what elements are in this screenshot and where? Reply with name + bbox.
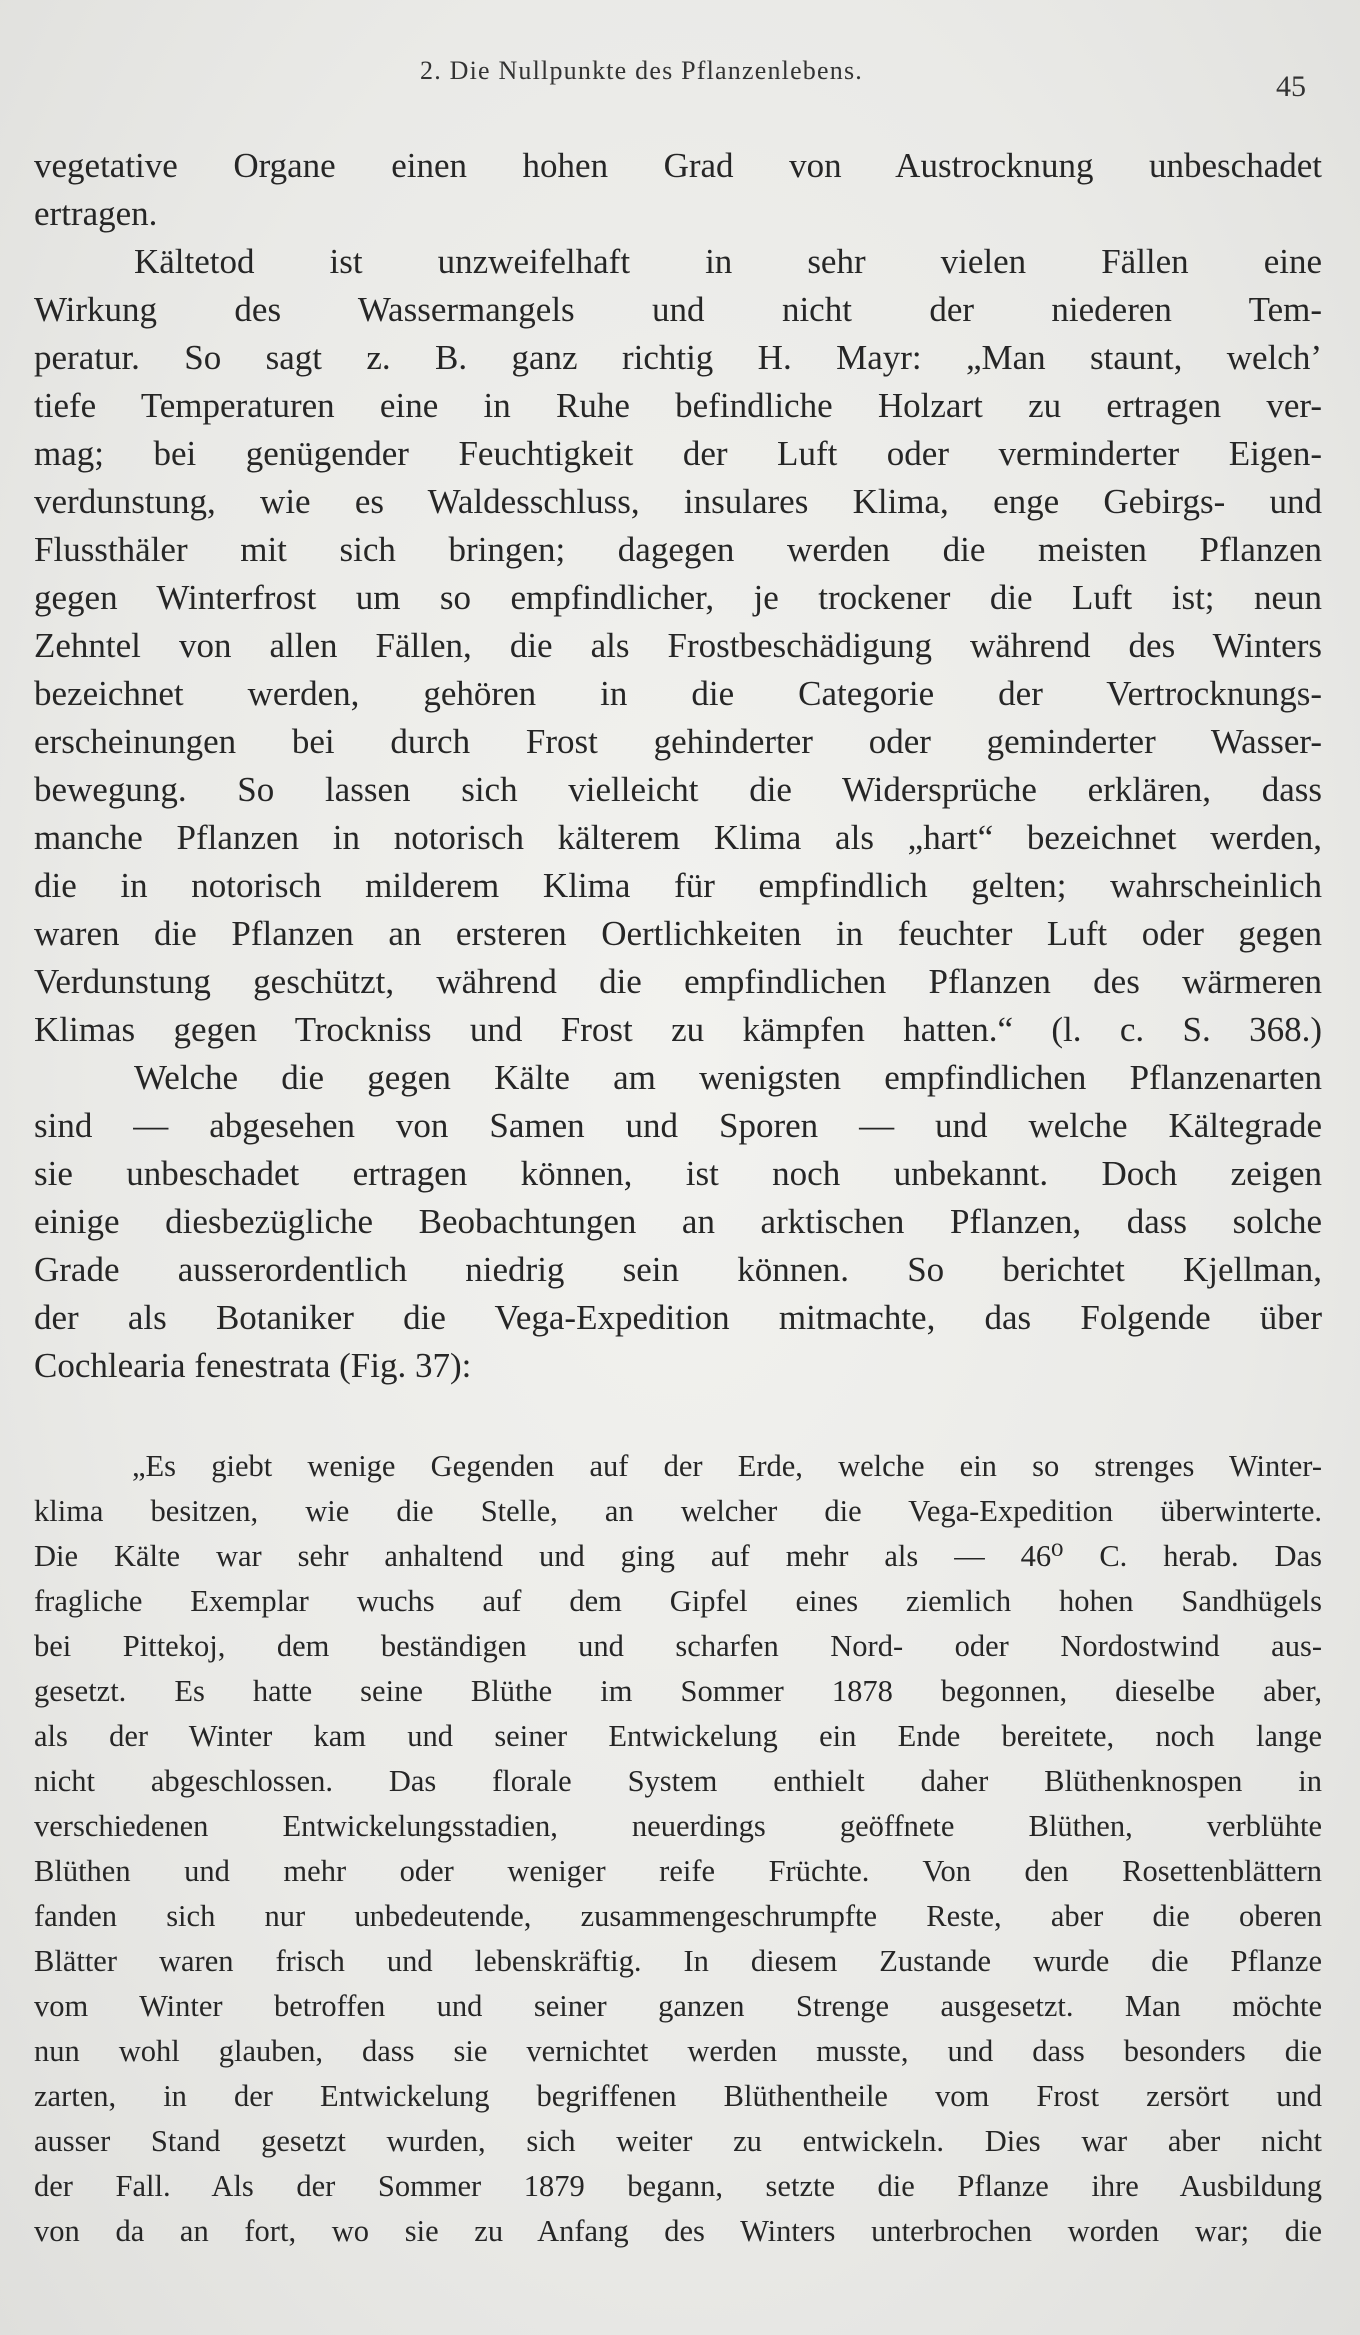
text-line: Zehntel von allen Fällen, die als Frostbeschädigung während des Winters: [34, 626, 1322, 665]
text-line: Grade ausserordentlich niedrig sein können. So berichtet Kjellman,: [34, 1250, 1322, 1289]
text-line: Cochlearia fenestrata (Fig. 37):: [34, 1346, 472, 1385]
text-line: mag; bei genügender Feuchtigkeit der Luft oder verminderter Eigen-: [34, 434, 1322, 473]
quote-line: Die Kälte war sehr anhaltend und ging auf mehr als — 46⁰ C. herab. Das: [34, 1539, 1322, 1573]
text-line: erscheinungen bei durch Frost gehinderter oder geminderter Wasser-: [34, 722, 1322, 761]
text-line: der als Botaniker die Vega-Expedition mitmachte, das Folgende über: [34, 1298, 1322, 1337]
body-text: [34, 142, 1322, 1390]
text-line: einige diesbezügliche Beobachtungen an arktischen Pflanzen, dass solche: [34, 1202, 1322, 1241]
text-line: sie unbeschadet ertragen können, ist noch unbekannt. Doch zeigen: [34, 1154, 1322, 1193]
page-number: 45: [1276, 70, 1306, 103]
quote-line: „Es giebt wenige Gegenden auf der Erde, welche ein so strenges Winter-: [132, 1449, 1322, 1483]
quote-line: zarten, in der Entwickelung begriffenen Blüthentheile vom Frost zersört und: [34, 2079, 1322, 2113]
text-line: Welche die gegen Kälte am wenigsten empfindlichen Pflanzenarten: [134, 1058, 1322, 1097]
text-line: Kältetod ist unzweifelhaft in sehr vielen Fällen eine: [134, 242, 1322, 281]
text-line: bezeichnet werden, gehören in die Categorie der Vertrocknungs-: [34, 674, 1322, 713]
quote-line: fanden sich nur unbedeutende, zusammengeschrumpfte Reste, aber die oberen: [34, 1899, 1322, 1933]
text-line: die in notorisch milderem Klima für empfindlich gelten; wahrscheinlich: [34, 866, 1322, 905]
quote-line: klima besitzen, wie die Stelle, an welcher die Vega-Expedition überwinterte.: [34, 1494, 1322, 1528]
text-line: sind — abgesehen von Samen und Sporen — und welche Kältegrade: [34, 1106, 1322, 1145]
text-line: bewegung. So lassen sich vielleicht die Widersprüche erklären, dass: [34, 770, 1322, 809]
text-line: Wirkung des Wassermangels und nicht der niederen Tem-: [34, 290, 1322, 329]
text-line: ertragen.: [34, 194, 158, 233]
text-line: Klimas gegen Trockniss und Frost zu kämpfen hatten.“ (l. c. S. 368.): [34, 1010, 1322, 1049]
running-title: 2. Die Nullpunkte des Pflanzenlebens.: [420, 56, 863, 85]
quote-line: der Fall. Als der Sommer 1879 begann, setzte die Pflanze ihre Ausbildung: [34, 2169, 1322, 2203]
quote-line: gesetzt. Es hatte seine Blüthe im Sommer 1878 begonnen, dieselbe aber,: [34, 1674, 1322, 1708]
quote-line: als der Winter kam und seiner Entwickelung ein Ende bereitete, noch lange: [34, 1719, 1322, 1753]
quote-line: Blätter waren frisch und lebenskräftig. In diesem Zustande wurde die Pflanze: [34, 1944, 1322, 1978]
quote-line: bei Pittekoj, dem beständigen und scharfen Nord- oder Nordostwind aus-: [34, 1629, 1322, 1663]
text-line: tiefe Temperaturen eine in Ruhe befindliche Holzart zu ertragen ver-: [34, 386, 1322, 425]
text-line: waren die Pflanzen an ersteren Oertlichkeiten in feuchter Luft oder gegen: [34, 914, 1322, 953]
text-line: manche Pflanzen in notorisch kälterem Klima als „hart“ bezeichnet werden,: [34, 818, 1322, 857]
quote-line: verschiedenen Entwickelungsstadien, neuerdings geöffnete Blüthen, verblühte: [34, 1809, 1322, 1843]
text-line: vegetative Organe einen hohen Grad von Austrocknung unbeschadet: [34, 146, 1322, 185]
quote-line: fragliche Exemplar wuchs auf dem Gipfel eines ziemlich hohen Sandhügels: [34, 1584, 1322, 1618]
quote-line: vom Winter betroffen und seiner ganzen Strenge ausgesetzt. Man möchte: [34, 1989, 1322, 2023]
text-line: Verdunstung geschützt, während die empfindlichen Pflanzen des wärmeren: [34, 962, 1322, 1001]
text-line: gegen Winterfrost um so empfindlicher, je trockener die Luft ist; neun: [34, 578, 1322, 617]
text-line: peratur. So sagt z. B. ganz richtig H. Mayr: „Man staunt, welch’: [34, 338, 1322, 377]
block-quote: [34, 1444, 1322, 2254]
text-line: verdunstung, wie es Waldesschluss, insulares Klima, enge Gebirgs- und: [34, 482, 1322, 521]
text-line: Flussthäler mit sich bringen; dagegen werden die meisten Pflanzen: [34, 530, 1322, 569]
quote-line: nicht abgeschlossen. Das florale System enthielt daher Blüthenknospen in: [34, 1764, 1322, 1798]
quote-line: ausser Stand gesetzt wurden, sich weiter zu entwickeln. Dies war aber nicht: [34, 2124, 1322, 2158]
quote-line: Blüthen und mehr oder weniger reife Früchte. Von den Rosettenblättern: [34, 1854, 1322, 1888]
quote-line: von da an fort, wo sie zu Anfang des Winters unterbrochen worden war; die: [34, 2214, 1322, 2248]
quote-line: nun wohl glauben, dass sie vernichtet werden musste, und dass besonders die: [34, 2034, 1322, 2068]
page-header: [0, 52, 1360, 102]
